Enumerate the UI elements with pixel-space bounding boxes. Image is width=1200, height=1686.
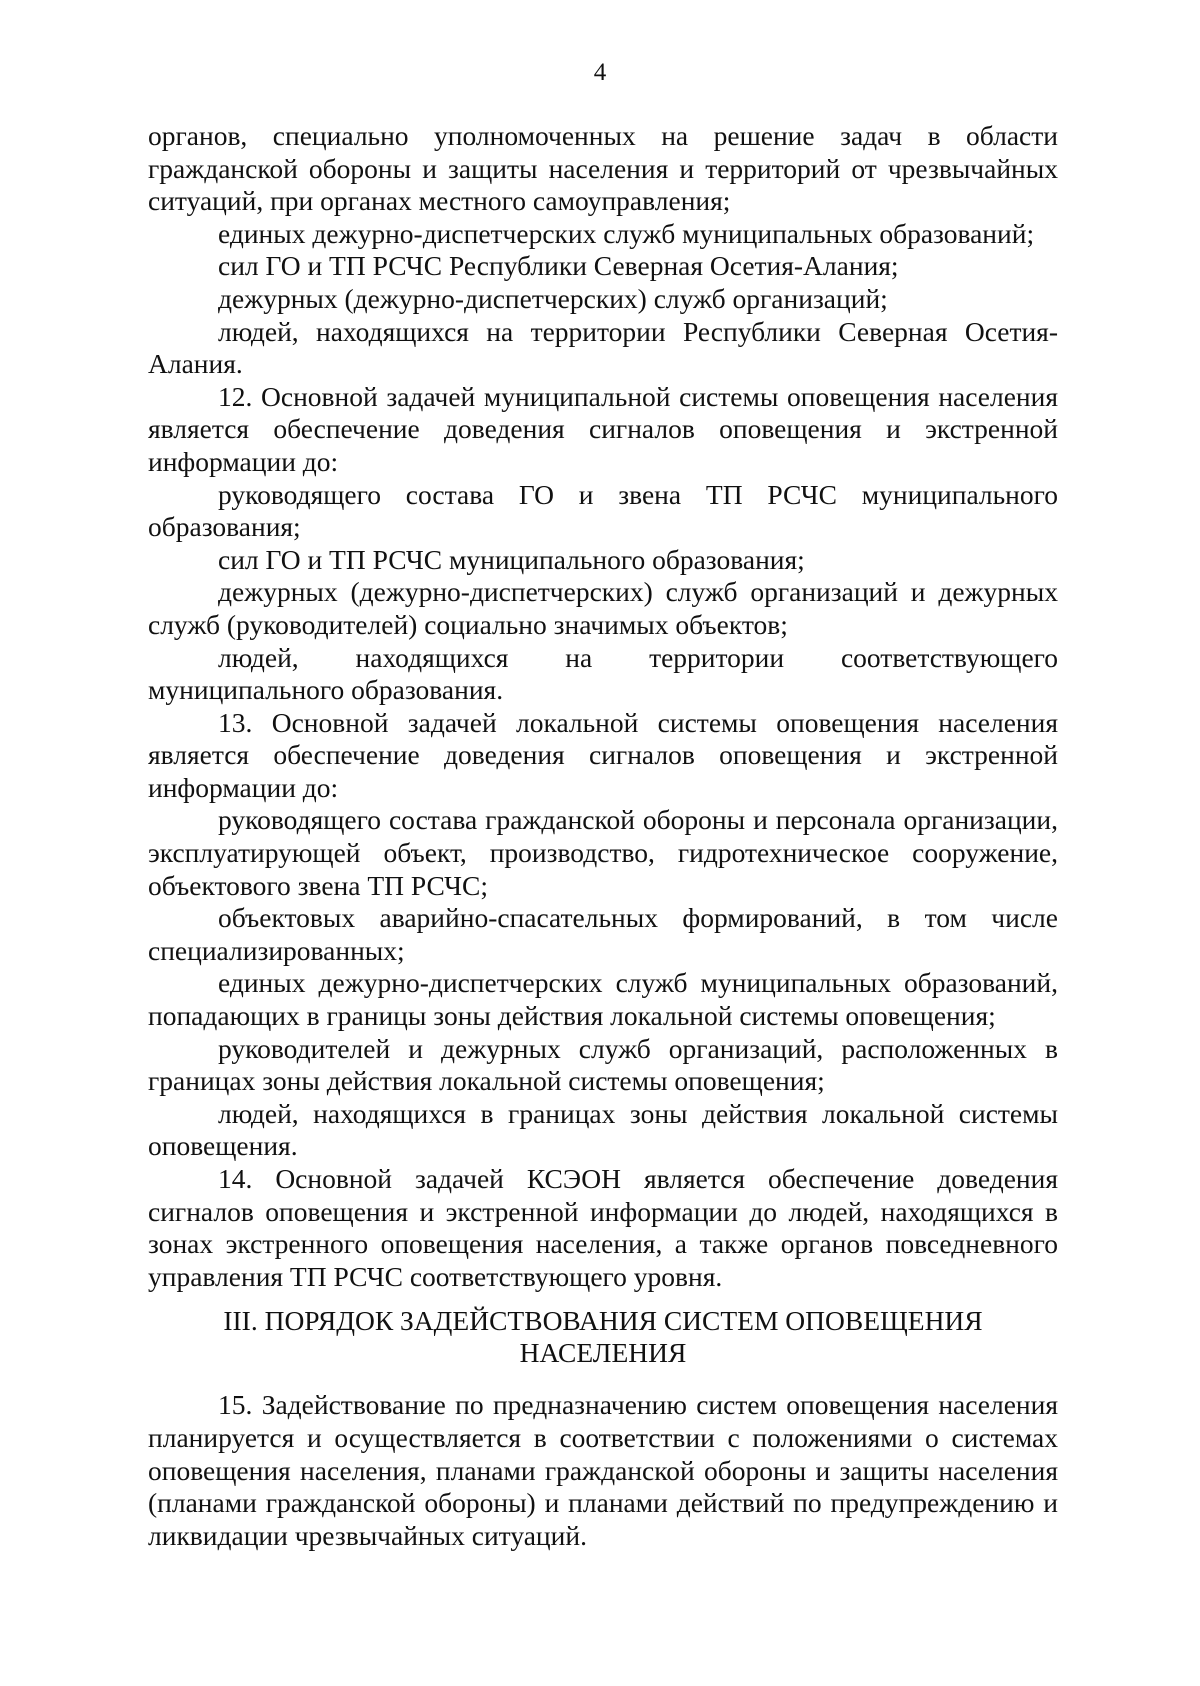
list-item: единых дежурно-диспетчерских служб муниципальных образований, попадающих в границы зоны действия локальной системы оповещения; [148, 967, 1058, 1032]
document-body [148, 120, 1058, 1552]
list-item: объектовых аварийно-спасательных формирований, в том числе специализированных; [148, 902, 1058, 966]
numbered-paragraph-13: 13. Основной задачей локальной системы оповещения населения является обеспечение доведения сигналов оповещения и экстренной информации до: [148, 706, 1058, 803]
list-item: руководящего состава ГО и звена ТП РСЧС муниципального образования; [148, 478, 1058, 543]
numbered-paragraph-14: 14. Основной задачей КСЭОН является обеспечение доведения сигналов оповещения и экстренной информации до людей, находящихся в зонах экстренного оповещения населения, а также органов повседневного управления ТП РСЧС соответствующего уровня. [148, 1163, 1058, 1292]
page-number: 4 [593, 59, 607, 86]
list-item: людей, находящихся в границах зоны действия локальной системы оповещения. [148, 1097, 1058, 1162]
section-heading-line-1: III. ПОРЯДОК ЗАДЕЙСТВОВАНИЯ СИСТЕМ ОПОВЕЩЕНИЯ [223, 1305, 983, 1337]
list-item: руководителей и дежурных служб организаций, расположенных в границах зоны действия локальной системы оповещения; [148, 1032, 1058, 1097]
list-item: единых дежурно-диспетчерских служб муниципальных образований; [218, 217, 1035, 249]
paragraphs-after-heading [148, 1389, 1058, 1552]
list-item: сил ГО и ТП РСЧС Республики Северная Осетия-Алания; [218, 250, 899, 282]
list-item: руководящего состава гражданской обороны и персонала организации, эксплуатирующей объект, производство, гидротехническое сооружение, объектового звена ТП РСЧС; [148, 804, 1058, 901]
paragraph: органов, специально уполномоченных на решение задач в области гражданской обороны и защиты населения и территорий от чрезвычайных ситуаций, при органах местного самоуправления; [148, 120, 1058, 217]
list-item: людей, находящихся на территории Республики Северная Осетия-Алания. [148, 315, 1058, 380]
list-item: дежурных (дежурно-диспетчерских) служб организаций; [218, 282, 888, 314]
paragraphs-before-heading [148, 120, 1058, 1293]
numbered-paragraph-12: 12. Основной задачей муниципальной системы оповещения населения является обеспечение доведения сигналов оповещения и экстренной информации до: [148, 380, 1058, 477]
numbered-paragraph-15: 15. Задействование по предназначению систем оповещения населения планируется и осуществляется в соответствии с положениями о системах оповещения населения, планами гражданской обороны и защиты населения (планами гражданской обороны) и планами действий по предупреждению и ликвидации чрезвычайных ситуаций. [148, 1389, 1058, 1551]
list-item: сил ГО и ТП РСЧС муниципального образования; [218, 543, 805, 575]
section-heading-line-2: НАСЕЛЕНИЯ [519, 1337, 687, 1369]
list-item: дежурных (дежурно-диспетчерских) служб организаций и дежурных служб (руководителей) социально значимых объектов; [148, 576, 1058, 640]
section-heading [148, 1305, 1058, 1369]
list-item: людей, находящихся на территории соответствующего муниципального образования. [148, 641, 1058, 706]
